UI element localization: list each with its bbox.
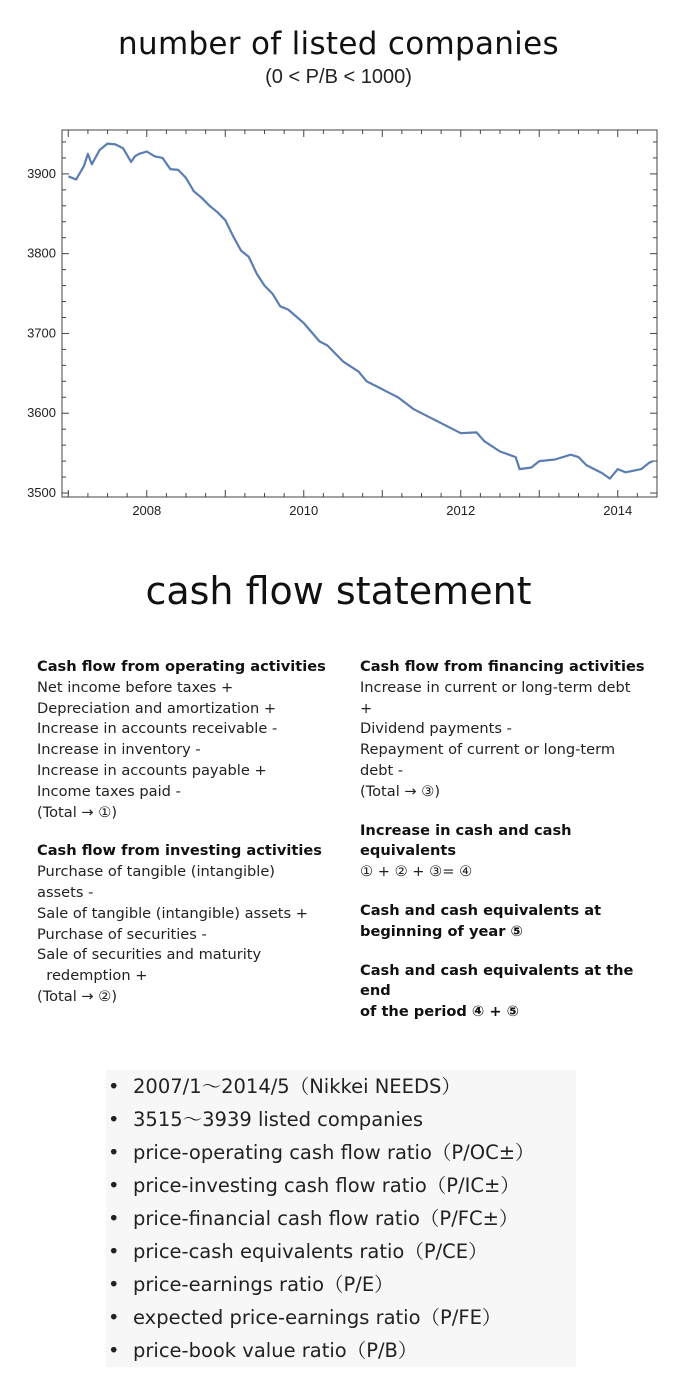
investing-line: assets - (37, 883, 94, 901)
cash-beginning-block (360, 901, 660, 943)
financing-line: Increase in current or long-term debt (360, 678, 631, 696)
y-tick-label: 3600 (27, 405, 56, 421)
bullet-item (106, 1334, 576, 1367)
plot-frame (62, 130, 657, 497)
cash-end-heading-2: of the period ④ + ⑤ (360, 1003, 519, 1021)
investing-line: Sale of tangible (intangible) assets + (37, 904, 308, 922)
chart-title: number of listed companies (118, 26, 559, 62)
bullet-item (106, 1301, 576, 1334)
bullet-text: 3515～3939 listed companies (133, 1108, 424, 1131)
investing-activities-block (37, 841, 337, 1007)
bullet-text: 2007/1～2014/5（Nikkei NEEDS） (133, 1075, 461, 1098)
bullet-text: price-financial cash flow ratio（P/FC±） (133, 1207, 519, 1230)
bullet-dot: • (108, 1174, 120, 1197)
bullet-dot: • (108, 1339, 120, 1362)
operating-total: (Total → ①) (37, 803, 118, 821)
bullet-item (106, 1070, 576, 1103)
y-tick-label: 3800 (27, 245, 56, 261)
cash-end-heading: Cash and cash equivalents at the end (360, 961, 634, 1000)
financing-line: debt - (360, 761, 404, 779)
y-tick-label: 3700 (27, 325, 56, 341)
financing-total: (Total → ③) (360, 782, 441, 800)
investing-line: Purchase of tangible (intangible) (37, 863, 276, 881)
cash-end-block (360, 961, 660, 1023)
series-line (68, 144, 653, 479)
cash-beginning-heading: Cash and cash equivalents at (360, 901, 602, 919)
bullet-item (106, 1136, 576, 1169)
bullet-item (106, 1202, 576, 1235)
x-tick-label: 2010 (289, 503, 319, 518)
bullet-text: price-book value ratio（P/B） (133, 1339, 418, 1362)
cash-flow-title: cash flow statement (145, 569, 532, 613)
financing-line: Repayment of current or long-term (360, 741, 616, 759)
operating-activities-block (37, 657, 337, 823)
chart-subtitle: (0 < P/B < 1000) (265, 66, 412, 88)
bullet-dot: • (108, 1240, 120, 1263)
investing-line: redemption + (37, 967, 148, 985)
bullet-text: price-cash equivalents ratio（P/CE） (133, 1240, 488, 1263)
financing-line: + (360, 699, 373, 717)
investing-activities-heading: Cash flow from investing activities (37, 842, 322, 860)
operating-activities-heading: Cash flow from operating activities (37, 658, 326, 675)
variables-bullet-list (106, 1070, 576, 1367)
x-tick-label: 2014 (603, 503, 633, 518)
bullet-item (106, 1103, 576, 1136)
operating-line: Increase in accounts receivable - (37, 720, 278, 738)
cash-beginning-heading-2: beginning of year ⑤ (360, 922, 523, 940)
operating-line: Increase in inventory - (37, 741, 201, 759)
investing-line: Sale of securities and maturity (37, 946, 262, 964)
listed-companies-line-chart (0, 120, 677, 530)
bullet-dot: • (108, 1141, 120, 1164)
y-tick-label: 3900 (27, 165, 56, 181)
bullet-text: price-investing cash flow ratio（P/IC±） (133, 1174, 520, 1197)
operating-line: Depreciation and amortization + (37, 699, 277, 717)
increase-cash-heading: Increase in cash and cash equivalents (360, 821, 572, 860)
bullet-dot: • (108, 1207, 120, 1230)
bullet-item (106, 1169, 576, 1202)
operating-line: Net income before taxes + (37, 678, 234, 696)
y-tick-label: 3500 (27, 485, 56, 501)
financing-activities-heading: Cash flow from financing activities (360, 658, 645, 675)
bullet-dot: • (108, 1108, 120, 1131)
financing-activities-block (360, 657, 660, 803)
bullet-item (106, 1268, 576, 1301)
increase-cash-formula: ① + ② + ③= ④ (360, 863, 473, 881)
x-tick-label: 2012 (446, 503, 476, 518)
operating-line: Increase in accounts payable + (37, 761, 267, 779)
increase-cash-block (360, 821, 660, 883)
bullet-text: expected price-earnings ratio（P/FE） (133, 1306, 502, 1329)
investing-total: (Total → ②) (37, 987, 118, 1005)
financing-line: Dividend payments - (360, 720, 512, 738)
bullet-dot: • (108, 1075, 120, 1098)
bullet-dot: • (108, 1306, 120, 1329)
bullet-item (106, 1235, 576, 1268)
bullet-text: price-operating cash flow ratio（P/OC±） (133, 1141, 535, 1164)
bullet-text: price-earnings ratio（P/E） (133, 1273, 394, 1296)
investing-line: Purchase of securities - (37, 925, 207, 943)
bullet-dot: • (108, 1273, 120, 1296)
cash-flow-right-column (360, 657, 660, 1037)
operating-line: Income taxes paid - (37, 782, 181, 800)
x-tick-label: 2008 (132, 503, 162, 518)
cash-flow-left-column (37, 657, 337, 1022)
